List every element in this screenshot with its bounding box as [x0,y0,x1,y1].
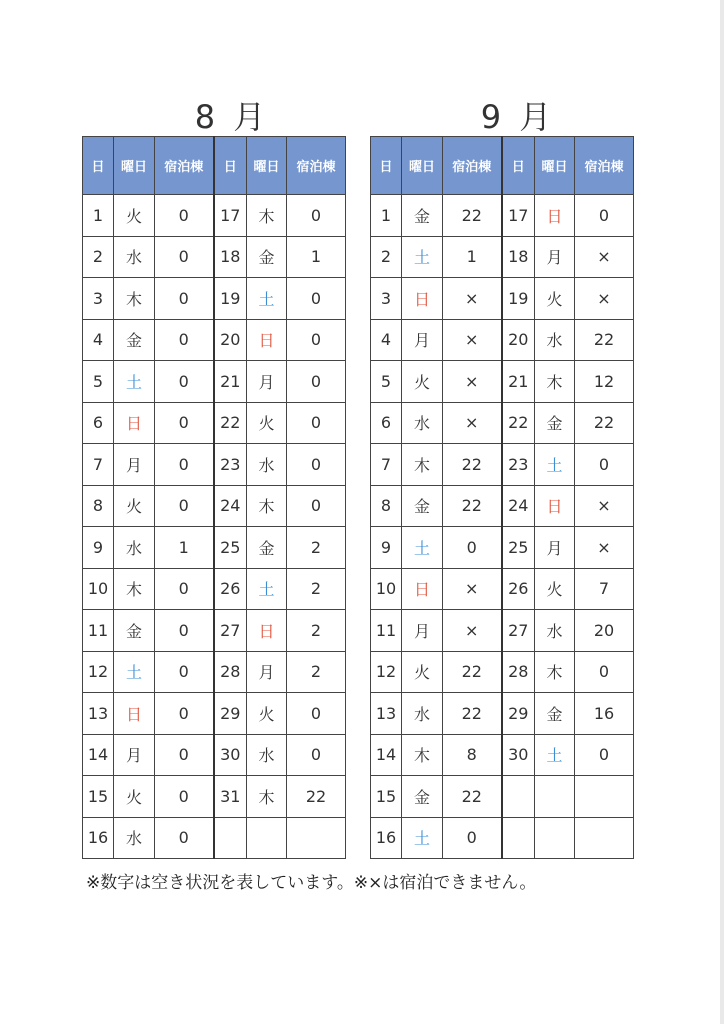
weekday-cell: 木 [402,444,443,486]
day-cell: 20 [214,319,247,361]
availability-cell: 22 [443,693,502,735]
weekday-cell [535,776,575,818]
day-cell: 1 [371,195,402,237]
table-row [83,485,346,527]
weekday-cell: 金 [402,195,443,237]
availability-cell: 0 [155,319,214,361]
availability-cell: 0 [287,693,346,735]
table-row [83,278,346,320]
weekday-cell: 水 [114,817,155,859]
day-cell: 21 [502,361,535,403]
availability-cell: 2 [287,651,346,693]
day-cell: 25 [502,527,535,569]
availability-cell: 0 [287,444,346,486]
availability-cell: × [443,319,502,361]
weekday-cell: 月 [535,527,575,569]
weekday-cell: 土 [402,817,443,859]
september-availability-table [370,136,634,859]
day-cell: 9 [371,527,402,569]
availability-cell: 0 [155,693,214,735]
weekday-cell: 金 [535,402,575,444]
day-cell: 27 [214,610,247,652]
day-cell: 8 [83,485,114,527]
availability-cell [575,817,634,859]
weekday-cell: 火 [247,693,287,735]
day-cell: 13 [371,693,402,735]
table-row [371,485,634,527]
table-row [83,319,346,361]
day-cell: 12 [83,651,114,693]
day-cell: 16 [371,817,402,859]
day-cell: 4 [371,319,402,361]
availability-cell: 0 [287,195,346,237]
day-cell: 2 [83,236,114,278]
day-cell: 15 [83,776,114,818]
availability-cell: 22 [443,651,502,693]
day-cell: 18 [214,236,247,278]
availability-cell: 16 [575,693,634,735]
availability-cell: 22 [443,444,502,486]
scan-edge [720,0,724,1024]
availability-cell: 0 [155,444,214,486]
table-row [371,817,634,859]
table-row [83,734,346,776]
availability-cell: 7 [575,568,634,610]
table-row [83,402,346,444]
weekday-cell: 水 [247,444,287,486]
day-cell: 7 [83,444,114,486]
month-title-august: 8 月 [194,98,270,136]
availability-note: ※数字は空き状況を表しています。※×は宿泊できません。 [86,873,537,893]
availability-cell: 1 [443,236,502,278]
day-cell: 4 [83,319,114,361]
weekday-cell: 月 [247,651,287,693]
availability-cell: 0 [155,817,214,859]
table-header-row [83,137,346,195]
weekday-cell: 金 [535,693,575,735]
availability-cell: 2 [287,527,346,569]
weekday-cell: 日 [402,278,443,320]
weekday-cell: 土 [247,278,287,320]
availability-cell: × [443,568,502,610]
day-cell: 29 [214,693,247,735]
weekday-cell: 火 [402,361,443,403]
availability-cell: × [575,236,634,278]
table-row [83,195,346,237]
availability-cell: × [443,610,502,652]
table-row [371,402,634,444]
table-row [83,236,346,278]
availability-cell: 8 [443,734,502,776]
table-row [83,776,346,818]
table-row [371,278,634,320]
day-cell: 17 [214,195,247,237]
availability-cell: 0 [287,278,346,320]
availability-cell: 0 [155,651,214,693]
table-header-row [371,137,634,195]
availability-cell: 22 [287,776,346,818]
header-weekday: 曜日 [114,137,155,195]
day-cell: 6 [371,402,402,444]
weekday-cell: 水 [247,734,287,776]
weekday-cell: 火 [535,278,575,320]
table-row [83,693,346,735]
day-cell: 14 [83,734,114,776]
day-cell: 22 [502,402,535,444]
weekday-cell: 日 [114,693,155,735]
availability-cell: 0 [287,734,346,776]
weekday-cell: 土 [402,236,443,278]
day-cell: 18 [502,236,535,278]
weekday-cell: 日 [114,402,155,444]
weekday-cell: 土 [247,568,287,610]
weekday-cell: 月 [114,444,155,486]
availability-cell: 1 [287,236,346,278]
availability-cell: 0 [575,195,634,237]
availability-cell: 22 [443,776,502,818]
day-cell: 26 [214,568,247,610]
weekday-cell: 火 [114,776,155,818]
day-cell: 16 [83,817,114,859]
table-row [371,651,634,693]
table-row [371,236,634,278]
day-cell: 27 [502,610,535,652]
weekday-cell: 水 [535,319,575,361]
weekday-cell: 木 [402,734,443,776]
table-row [371,693,634,735]
table-row [371,776,634,818]
weekday-cell: 水 [402,402,443,444]
day-cell: 26 [502,568,535,610]
weekday-cell: 月 [247,361,287,403]
day-cell: 23 [214,444,247,486]
weekday-cell: 金 [114,319,155,361]
table-row [83,610,346,652]
day-cell: 1 [83,195,114,237]
weekday-cell [535,817,575,859]
table-row [83,817,346,859]
day-cell: 10 [371,568,402,610]
header-lodging-availability: 宿泊棟 [287,137,346,195]
weekday-cell: 金 [247,236,287,278]
table-row [371,319,634,361]
day-cell: 31 [214,776,247,818]
header-day: 日 [83,137,114,195]
availability-cell: 0 [443,817,502,859]
availability-cell: 0 [155,776,214,818]
table-row [371,527,634,569]
day-cell: 14 [371,734,402,776]
availability-cell: × [443,402,502,444]
weekday-cell: 土 [114,361,155,403]
day-cell: 7 [371,444,402,486]
day-cell: 11 [83,610,114,652]
day-cell: 2 [371,236,402,278]
day-cell: 9 [83,527,114,569]
weekday-cell: 木 [247,195,287,237]
day-cell: 3 [83,278,114,320]
availability-cell: 22 [443,195,502,237]
day-cell: 25 [214,527,247,569]
weekday-cell: 火 [114,485,155,527]
availability-cell: × [443,361,502,403]
day-cell: 29 [502,693,535,735]
header-lodging-availability: 宿泊棟 [155,137,214,195]
header-weekday: 曜日 [535,137,575,195]
weekday-cell: 水 [535,610,575,652]
weekday-cell: 金 [114,610,155,652]
day-cell: 21 [214,361,247,403]
weekday-cell: 日 [247,610,287,652]
day-cell: 3 [371,278,402,320]
day-cell: 12 [371,651,402,693]
availability-cell: 0 [155,195,214,237]
table-row [371,568,634,610]
day-cell [502,817,535,859]
availability-cell: 0 [155,610,214,652]
availability-cell: 0 [287,485,346,527]
weekday-cell: 月 [402,610,443,652]
day-cell: 6 [83,402,114,444]
weekday-cell: 水 [114,236,155,278]
day-cell: 19 [214,278,247,320]
day-cell: 30 [214,734,247,776]
weekday-cell: 木 [247,776,287,818]
availability-cell: 1 [155,527,214,569]
day-cell: 28 [502,651,535,693]
day-cell [502,776,535,818]
weekday-cell: 火 [247,402,287,444]
weekday-cell: 金 [402,776,443,818]
weekday-cell: 日 [535,485,575,527]
availability-cell: 20 [575,610,634,652]
day-cell: 28 [214,651,247,693]
weekday-cell: 木 [114,278,155,320]
availability-cell: 0 [575,651,634,693]
availability-cell: 12 [575,361,634,403]
table-row [83,527,346,569]
availability-cell: × [443,278,502,320]
availability-cell: 0 [155,361,214,403]
availability-cell: × [575,485,634,527]
month-title-september: 9 月 [480,98,556,136]
availability-cell: 0 [155,402,214,444]
header-day: 日 [214,137,247,195]
weekday-cell: 月 [402,319,443,361]
table-row [371,610,634,652]
weekday-cell: 日 [535,195,575,237]
weekday-cell: 水 [114,527,155,569]
weekday-cell: 火 [402,651,443,693]
availability-cell: 22 [575,402,634,444]
availability-cell [575,776,634,818]
weekday-cell: 木 [114,568,155,610]
weekday-cell: 木 [535,651,575,693]
availability-cell: × [575,527,634,569]
weekday-cell: 土 [535,444,575,486]
availability-cell [287,817,346,859]
header-day: 日 [502,137,535,195]
weekday-cell: 日 [402,568,443,610]
weekday-cell: 土 [535,734,575,776]
weekday-cell [247,817,287,859]
table-row [83,651,346,693]
weekday-cell: 日 [247,319,287,361]
weekday-cell: 月 [114,734,155,776]
weekday-cell: 土 [114,651,155,693]
weekday-cell: 火 [535,568,575,610]
availability-cell: 0 [155,734,214,776]
day-cell: 11 [371,610,402,652]
availability-cell: 22 [443,485,502,527]
availability-cell: 0 [155,236,214,278]
weekday-cell: 月 [535,236,575,278]
availability-cell: 2 [287,610,346,652]
weekday-cell: 水 [402,693,443,735]
header-weekday: 曜日 [402,137,443,195]
table-row [371,444,634,486]
day-cell [214,817,247,859]
availability-cell: × [575,278,634,320]
availability-cell: 0 [287,319,346,361]
table-row [83,361,346,403]
day-cell: 10 [83,568,114,610]
availability-cell: 22 [575,319,634,361]
availability-cell: 0 [155,485,214,527]
table-row [371,361,634,403]
weekday-cell: 火 [114,195,155,237]
availability-cell: 0 [575,734,634,776]
day-cell: 5 [371,361,402,403]
header-lodging-availability: 宿泊棟 [443,137,502,195]
august-availability-table [82,136,346,859]
header-lodging-availability: 宿泊棟 [575,137,634,195]
table-row [371,734,634,776]
header-day: 日 [371,137,402,195]
day-cell: 15 [371,776,402,818]
weekday-cell: 木 [247,485,287,527]
weekday-cell: 木 [535,361,575,403]
availability-cell: 0 [575,444,634,486]
availability-cell: 0 [287,402,346,444]
day-cell: 17 [502,195,535,237]
availability-cell: 0 [155,568,214,610]
day-cell: 5 [83,361,114,403]
day-cell: 22 [214,402,247,444]
availability-cell: 0 [155,278,214,320]
availability-cell: 2 [287,568,346,610]
weekday-cell: 土 [402,527,443,569]
day-cell: 24 [502,485,535,527]
day-cell: 8 [371,485,402,527]
day-cell: 20 [502,319,535,361]
table-row [83,568,346,610]
table-row [83,444,346,486]
day-cell: 30 [502,734,535,776]
header-weekday: 曜日 [247,137,287,195]
availability-cell: 0 [443,527,502,569]
weekday-cell: 金 [247,527,287,569]
day-cell: 23 [502,444,535,486]
day-cell: 19 [502,278,535,320]
day-cell: 24 [214,485,247,527]
availability-cell: 0 [287,361,346,403]
weekday-cell: 金 [402,485,443,527]
table-row [371,195,634,237]
day-cell: 13 [83,693,114,735]
